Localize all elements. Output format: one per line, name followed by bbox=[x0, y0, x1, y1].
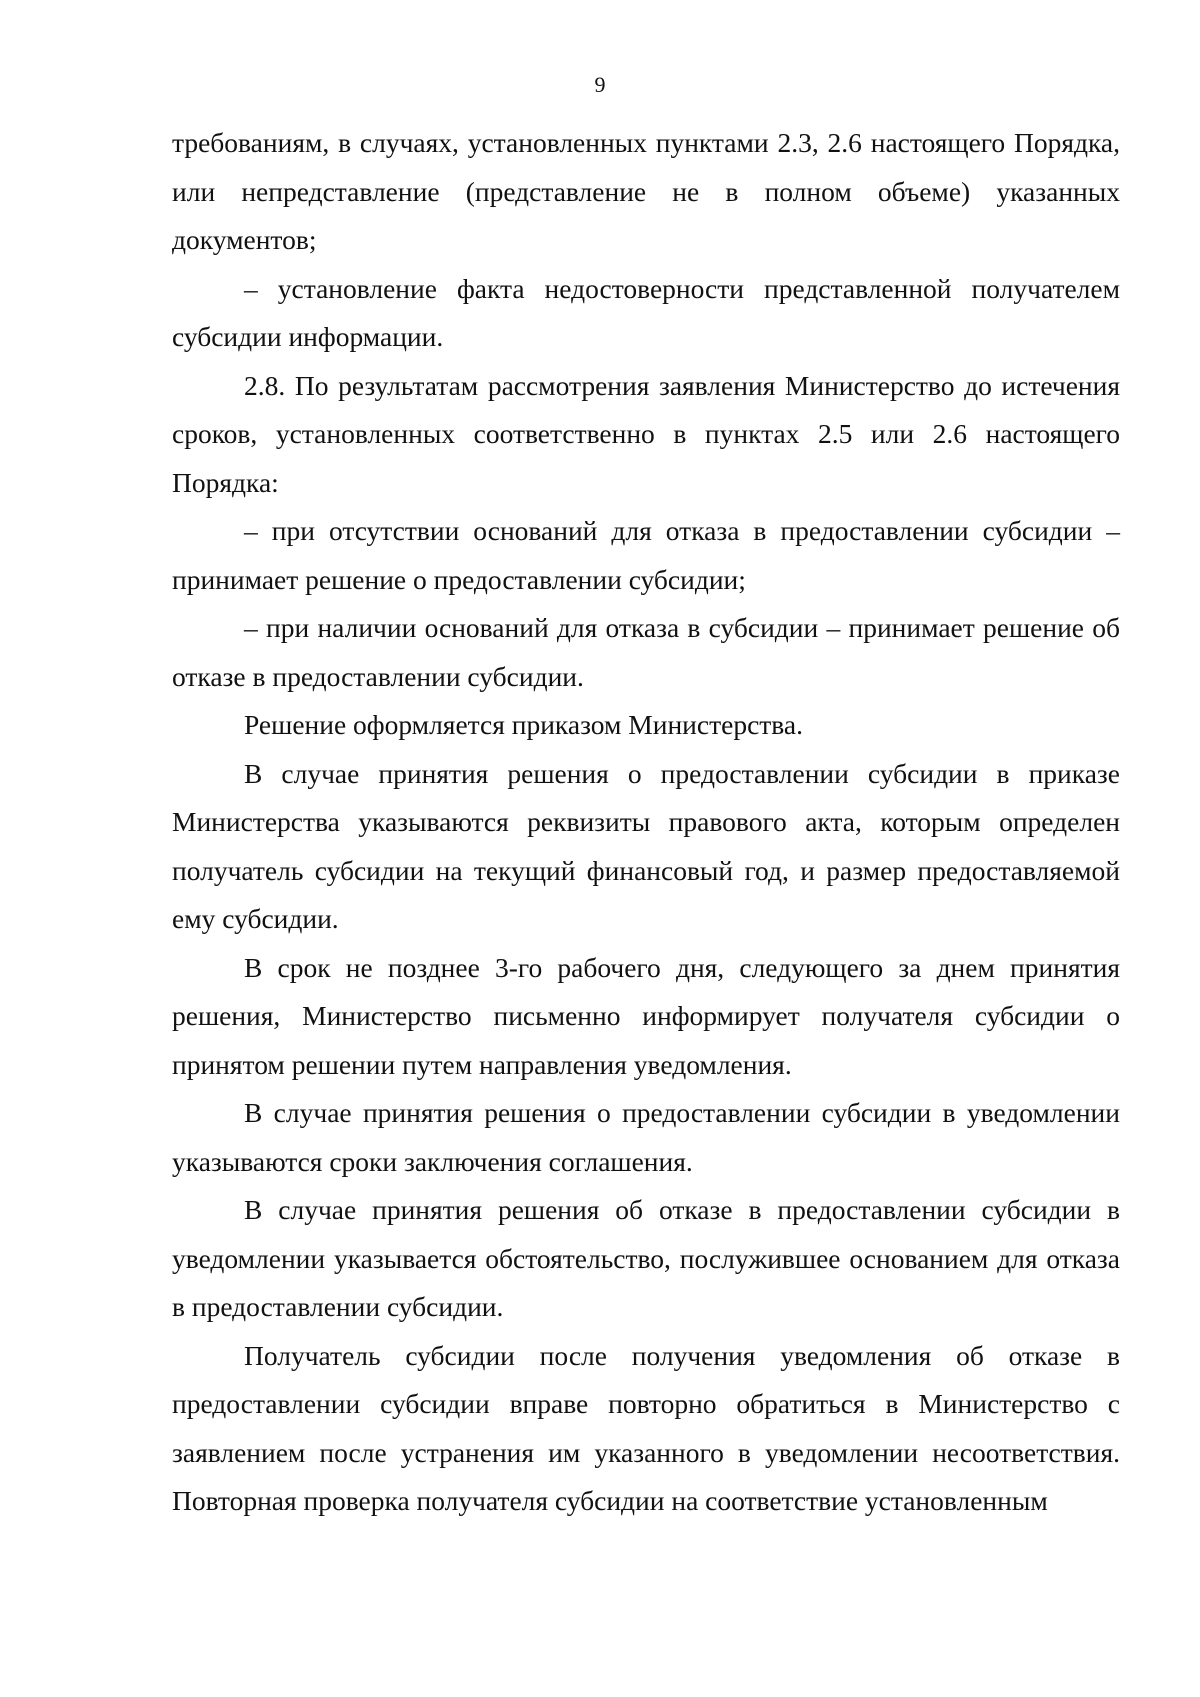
paragraph-dash-item: – при наличии оснований для отказа в субсидии – принимает решение об отказе в предоставлении субсидии. bbox=[172, 612, 1120, 692]
paragraph: В случае принятия решения об отказе в предоставлении субсидии в уведомлении указывается обстоятельство, послужившее основанием для отказа в предоставлении субсидии. bbox=[172, 1194, 1120, 1322]
paragraph: В случае принятия решения о предоставлении субсидии в приказе Министерства указываются реквизиты правового акта, которым определен получатель субсидии на текущий финансовый год, и размер предоставляемой ему субсидии. bbox=[172, 757, 1120, 934]
paragraph-last: Получатель субсидии после получения уведомления об отказе в предоставлении субсидии вправе повторно обратиться в Министерство с заявлением после устранения им указанного в уведомлении несоответствия. Повторная проверка получателя субсидии на соответствие установленным bbox=[172, 1339, 1120, 1516]
paragraph-dash-item: – при отсутствии оснований для отказа в предоставлении субсидии – принимает решение о предоставлении субсидии; bbox=[172, 515, 1120, 595]
document-body bbox=[172, 119, 1120, 1526]
paragraph: Решение оформляется приказом Министерства. bbox=[244, 709, 803, 740]
paragraph: В срок не позднее 3-го рабочего дня, следующего за днем принятия решения, Министерство письменно информирует получателя субсидии о принятом решении путем направления уведомления. bbox=[172, 951, 1120, 1080]
paragraph-clause-2-8: 2.8. По результатам рассмотрения заявления Министерство до истечения сроков, установленных соответственно в пунктах 2.5 или 2.6 настоящего Порядка: bbox=[172, 369, 1120, 498]
paragraph-dash-item: – установление факта недостоверности представленной получателем субсидии информации. bbox=[172, 272, 1120, 352]
page-number: 9 bbox=[594, 72, 606, 97]
paragraph: В случае принятия решения о предоставлении субсидии в уведомлении указываются сроки заключения соглашения. bbox=[172, 1097, 1120, 1177]
paragraph-continuation: требованиям, в случаях, установленных пунктами 2.3, 2.6 настоящего Порядка, или непредставление (представление не в полном объеме) указанных документов; bbox=[172, 127, 1120, 255]
